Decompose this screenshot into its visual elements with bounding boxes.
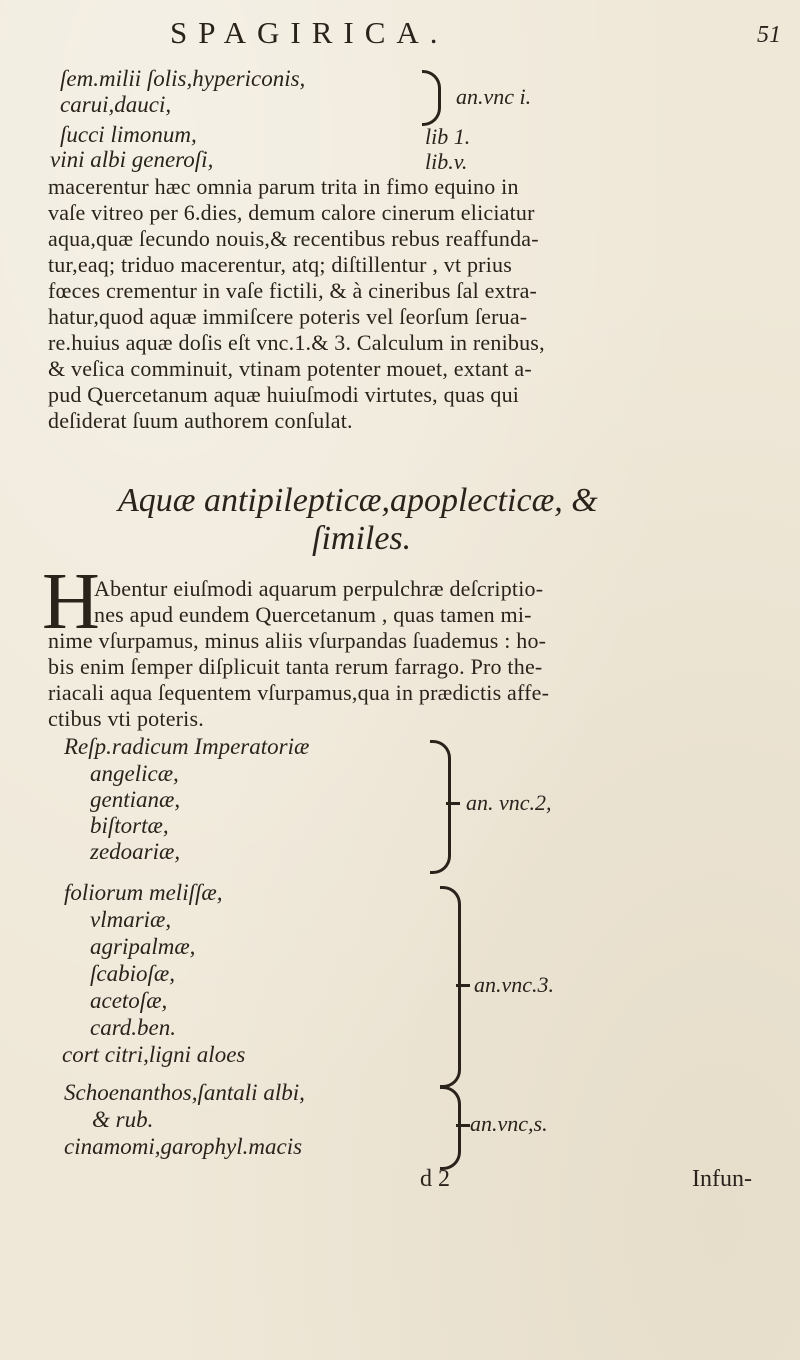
text-line: & veſica comminuit, vtinam potenter mouet, extant a-: [48, 356, 532, 381]
catchword: Infun-: [692, 1166, 752, 1192]
recipe-line: cinamomi,garophyl.macis: [64, 1134, 303, 1159]
text-line: pud Quercetanum aquæ huiuſmodi virtutes, quas qui: [48, 382, 520, 407]
text-line: vaſe vitreo per 6.dies, demum calore cinerum eliciatur: [48, 200, 535, 225]
brace: [440, 886, 461, 1088]
text-line: bis enim ſemper diſplicuit tanta rerum farrago. Pro the-: [48, 654, 543, 679]
text-line: ctibus vti poteris.: [48, 706, 204, 731]
running-header: SPAGIRICA.: [170, 15, 449, 50]
recipe-line: ſucci limonum,: [60, 122, 197, 147]
brace: [440, 1086, 461, 1170]
text-line: riacali aqua ſequentem vſurpamus,qua in prædictis affe-: [48, 680, 550, 705]
text-line: nime vſurpamus, minus aliis vſurpandas ſuademus : ho-: [48, 628, 547, 653]
text-line: deſiderat ſuum authorem conſulat.: [48, 408, 353, 433]
section-title: ſimiles.: [312, 520, 412, 557]
recipe-line: gentianæ,: [90, 787, 181, 812]
recipe-line: agripalmæ,: [90, 934, 196, 959]
recipe-line: & rub.: [92, 1107, 154, 1132]
brace: [430, 740, 451, 874]
recipe-line: Reſp.radicum Imperatoriæ: [64, 734, 310, 759]
recipe-line: Schoenanthos,ſantali albi,: [64, 1080, 305, 1105]
quantity-ref: an.vnc i.: [456, 84, 532, 109]
recipe-line: biſtortæ,: [90, 813, 169, 838]
recipe-line: angelicæ,: [90, 761, 179, 786]
brace-tip: [456, 1124, 470, 1127]
recipe-line: ſem.milii ſolis,hypericonis,: [60, 66, 306, 91]
quantity-ref: lib 1.: [425, 124, 471, 149]
recipe-line: card.ben.: [90, 1015, 177, 1040]
text-line: nes apud eundem Quercetanum , quas tamen mi-: [94, 602, 532, 627]
text-line: Abentur eiuſmodi aquarum perpulchræ deſcriptio-: [94, 576, 544, 601]
section-title: Aquæ antipilepticæ,apoplecticæ, &: [118, 482, 598, 519]
text-line: aqua,quæ ſecundo nouis,& recentibus rebus reaffunda-: [48, 226, 539, 251]
brace-tip: [446, 802, 460, 805]
recipe-line: carui,dauci,: [60, 92, 172, 117]
recipe-line: vlmariæ,: [90, 907, 172, 932]
brace: [422, 70, 441, 126]
text-line: re.huius aquæ doſis eſt vnc.1.& 3. Calculum in renibus,: [48, 330, 545, 355]
recipe-line: acetoſæ,: [90, 988, 168, 1013]
recipe-line: vini albi generoſi,: [50, 147, 214, 172]
recipe-line: zedoariæ,: [90, 839, 181, 864]
drop-cap: H: [42, 558, 100, 646]
quantity-ref: an.vnc.3.: [474, 972, 555, 997]
text-line: tur,eaq; triduo macerentur, atq; diſtillentur , vt prius: [48, 252, 512, 277]
text-line: macerentur hæc omnia parum trita in fimo equino in: [48, 174, 519, 199]
page-number: 51: [757, 22, 781, 48]
recipe-line: foliorum meliſſæ,: [64, 880, 223, 905]
quantity-ref: an. vnc.2,: [466, 790, 552, 815]
quantity-ref: lib.v.: [425, 149, 468, 174]
recipe-line: cort citri,ligni aloes: [62, 1042, 246, 1067]
text-line: hatur,quod aquæ immiſcere poteris vel ſeorſum ſerua-: [48, 304, 528, 329]
recipe-line: ſcabioſæ,: [90, 961, 175, 986]
text-line: fœces crementur in vaſe fictili, & à cineribus ſal extra-: [48, 278, 538, 303]
signature-mark: d 2: [420, 1166, 450, 1192]
brace-tip: [456, 984, 470, 987]
quantity-ref: an.vnc,s.: [470, 1111, 548, 1136]
